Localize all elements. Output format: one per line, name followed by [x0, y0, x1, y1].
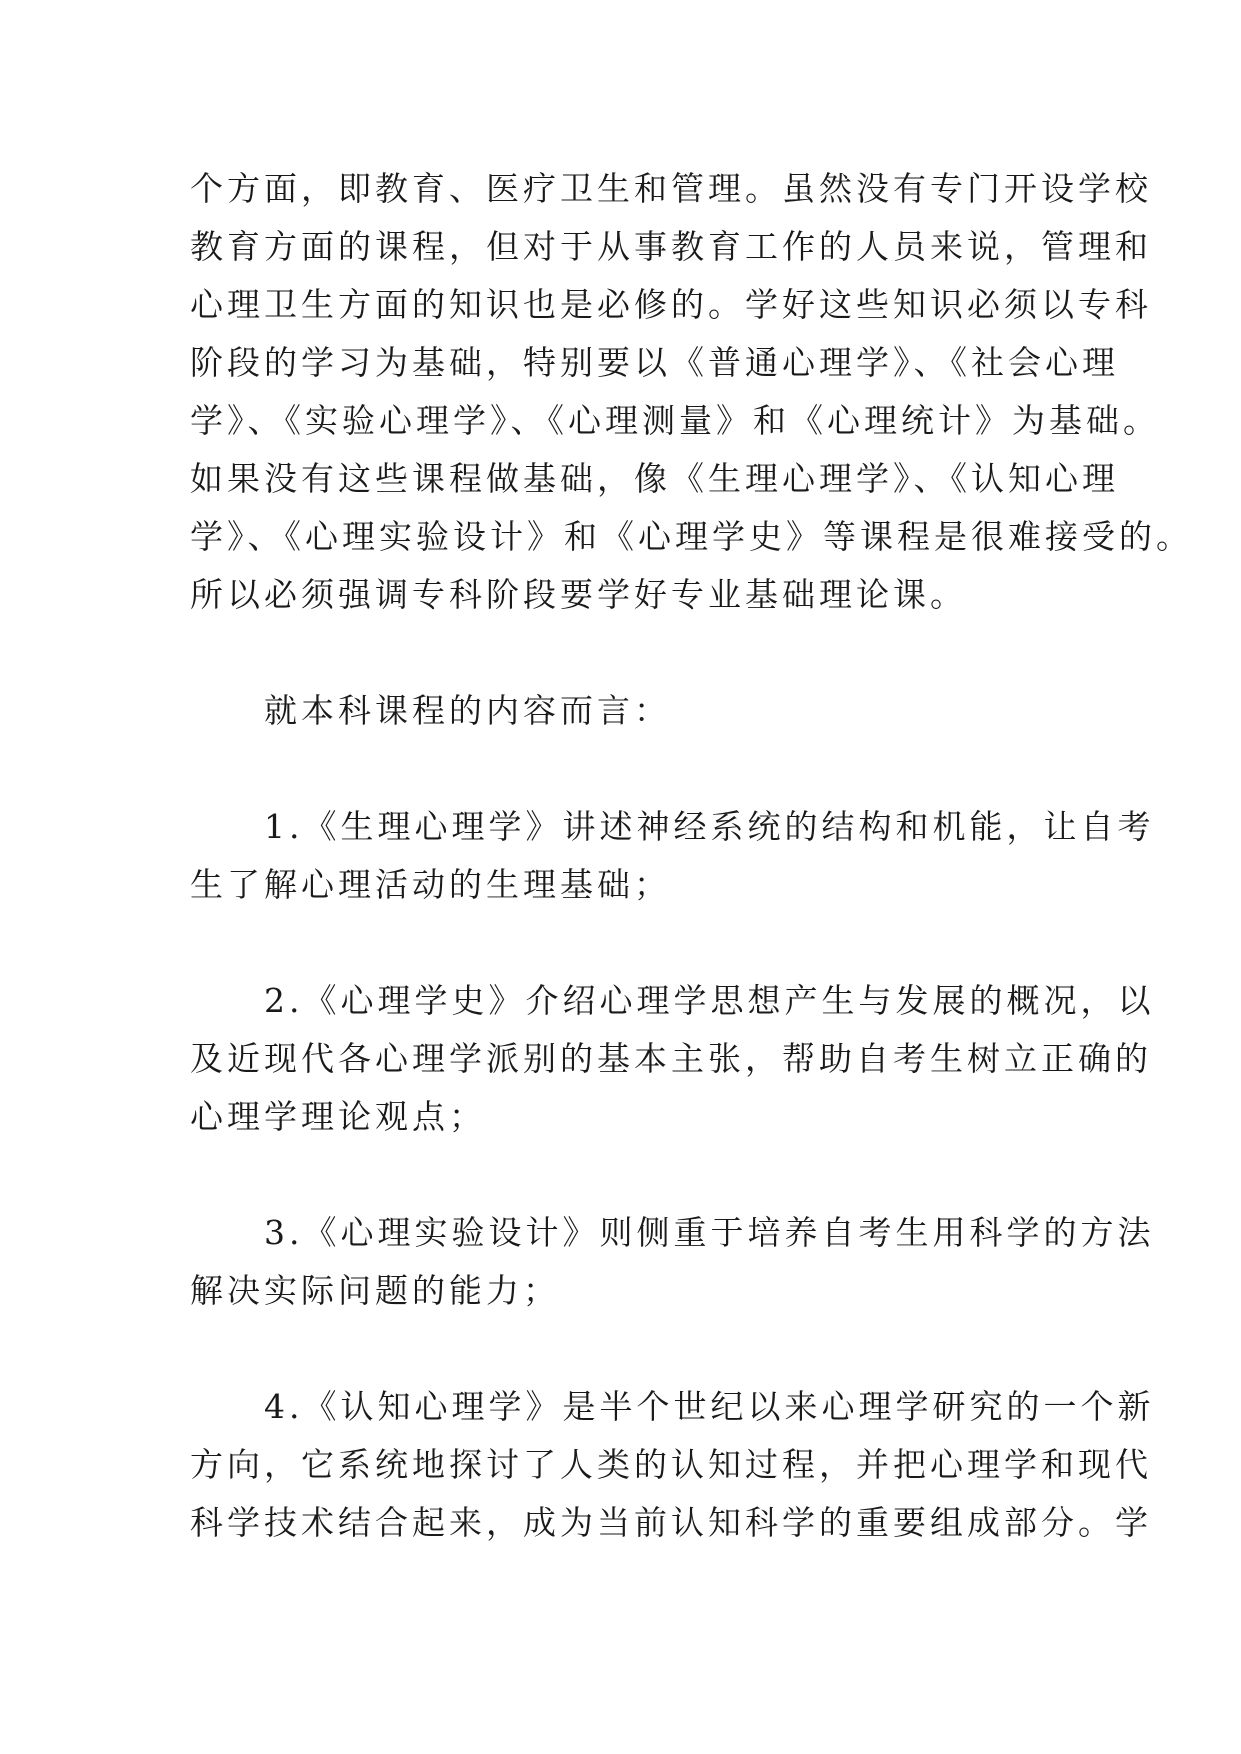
text-line: 1.《生理心理学》讲述神经系统的结构和机能，让自考 — [190, 807, 1155, 846]
paragraph-intro — [190, 682, 1070, 740]
text-line: 学》、《心理实验设计》和《心理学史》等课程是很难接受的。 — [190, 517, 1193, 556]
text-line: 方向，它系统地探讨了人类的认知过程，并把心理学和现代 — [190, 1445, 1152, 1484]
text-line: 个方面，即教育、医疗卫生和管理。虽然没有专门开设学校 — [190, 169, 1152, 208]
text-line: 阶段的学习为基础，特别要以《普通心理学》、《社会心理 — [190, 343, 1119, 382]
text-line: 科学技术结合起来，成为当前认知科学的重要组成部分。学 — [190, 1503, 1152, 1542]
paragraph-gap — [190, 1320, 1070, 1378]
text-line: 3.《心理实验设计》则侧重于培养自考生用科学的方法 — [190, 1213, 1155, 1252]
text-line: 就本科课程的内容而言： — [190, 691, 671, 730]
text-line: 心理卫生方面的知识也是必修的。学好这些知识必须以专科 — [190, 285, 1152, 324]
text-column — [190, 160, 1193, 1552]
text-line: 及近现代各心理学派别的基本主张，帮助自考生树立正确的 — [190, 1039, 1152, 1078]
text-line: 生了解心理活动的生理基础； — [190, 865, 671, 904]
paragraph-gap — [190, 740, 1070, 798]
paragraph-gap — [190, 1146, 1070, 1204]
paragraph-course-areas — [190, 160, 1193, 624]
text-line: 如果没有这些课程做基础，像《生理心理学》、《认知心理 — [190, 459, 1119, 498]
paragraph-gap — [190, 624, 1070, 682]
text-line: 心理学理论观点； — [190, 1097, 486, 1136]
text-line: 解决实际问题的能力； — [190, 1271, 560, 1310]
list-item-3 — [190, 1204, 1155, 1320]
list-item-4 — [190, 1378, 1155, 1552]
text-line: 4.《认知心理学》是半个世纪以来心理学研究的一个新 — [190, 1387, 1155, 1426]
text-line: 学》、《实验心理学》、《心理测量》和《心理统计》为基础。 — [190, 401, 1160, 440]
list-item-1 — [190, 798, 1155, 914]
list-item-2 — [190, 972, 1155, 1146]
text-line: 所以必须强调专科阶段要学好专业基础理论课。 — [190, 575, 967, 614]
text-line: 教育方面的课程，但对于从事教育工作的人员来说，管理和 — [190, 227, 1152, 266]
text-line: 2.《心理学史》介绍心理学思想产生与发展的概况，以 — [190, 981, 1155, 1020]
paragraph-gap — [190, 914, 1070, 972]
